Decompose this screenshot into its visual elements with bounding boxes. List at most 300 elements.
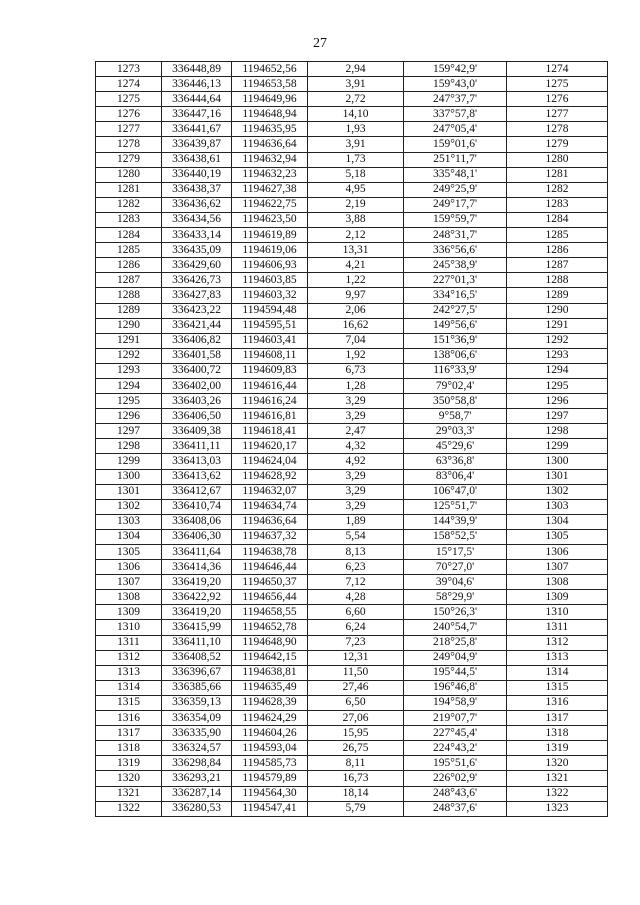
y-coordinate-cell: 1194595,51 [232, 318, 308, 333]
y-coordinate-cell: 1194628,92 [232, 469, 308, 484]
bearing-cell: 45°29,6' [404, 439, 507, 454]
table-row [96, 424, 608, 439]
next-point-cell: 1318 [507, 726, 608, 741]
next-point-cell: 1281 [507, 167, 608, 182]
table-row [96, 484, 608, 499]
y-coordinate-cell: 1194635,49 [232, 680, 308, 695]
table-row [96, 303, 608, 318]
distance-cell: 18,14 [308, 786, 404, 801]
x-coordinate-cell: 336402,00 [162, 378, 232, 393]
next-point-cell: 1288 [507, 273, 608, 288]
distance-cell: 1,22 [308, 273, 404, 288]
x-coordinate-cell: 336434,56 [162, 212, 232, 227]
bearing-cell: 219°07,7' [404, 711, 507, 726]
table-row [96, 137, 608, 152]
distance-cell: 2,06 [308, 303, 404, 318]
distance-cell: 4,32 [308, 439, 404, 454]
x-coordinate-cell: 336419,20 [162, 605, 232, 620]
bearing-cell: 336°56,6' [404, 243, 507, 258]
next-point-cell: 1292 [507, 333, 608, 348]
point-number-cell: 1289 [96, 303, 162, 318]
point-number-cell: 1275 [96, 92, 162, 107]
x-coordinate-cell: 336426,73 [162, 273, 232, 288]
point-number-cell: 1293 [96, 363, 162, 378]
x-coordinate-cell: 336436,62 [162, 197, 232, 212]
table-row [96, 228, 608, 243]
bearing-cell: 138°06,6' [404, 348, 507, 363]
y-coordinate-cell: 1194652,56 [232, 62, 308, 77]
table-row [96, 575, 608, 590]
distance-cell: 13,31 [308, 243, 404, 258]
y-coordinate-cell: 1194604,26 [232, 726, 308, 741]
distance-cell: 3,91 [308, 77, 404, 92]
table-row [96, 771, 608, 786]
x-coordinate-cell: 336446,13 [162, 77, 232, 92]
table-row [96, 439, 608, 454]
table-row [96, 394, 608, 409]
bearing-cell: 195°44,5' [404, 665, 507, 680]
x-coordinate-cell: 336293,21 [162, 771, 232, 786]
y-coordinate-cell: 1194585,73 [232, 756, 308, 771]
table-row [96, 726, 608, 741]
next-point-cell: 1314 [507, 665, 608, 680]
next-point-cell: 1278 [507, 122, 608, 137]
point-number-cell: 1316 [96, 711, 162, 726]
x-coordinate-cell: 336429,60 [162, 258, 232, 273]
next-point-cell: 1313 [507, 650, 608, 665]
point-number-cell: 1304 [96, 529, 162, 544]
table-row [96, 333, 608, 348]
bearing-cell: 248°43,6' [404, 786, 507, 801]
bearing-cell: 247°05,4' [404, 122, 507, 137]
x-coordinate-cell: 336411,64 [162, 545, 232, 560]
bearing-cell: 249°17,7' [404, 197, 507, 212]
distance-cell: 2,72 [308, 92, 404, 107]
bearing-cell: 337°57,8' [404, 107, 507, 122]
point-number-cell: 1290 [96, 318, 162, 333]
x-coordinate-cell: 336412,67 [162, 484, 232, 499]
bearing-cell: 159°01,6' [404, 137, 507, 152]
bearing-cell: 334°16,5' [404, 288, 507, 303]
x-coordinate-cell: 336427,83 [162, 288, 232, 303]
distance-cell: 3,29 [308, 394, 404, 409]
point-number-cell: 1300 [96, 469, 162, 484]
next-point-cell: 1282 [507, 182, 608, 197]
next-point-cell: 1276 [507, 92, 608, 107]
distance-cell: 8,11 [308, 756, 404, 771]
x-coordinate-cell: 336439,87 [162, 137, 232, 152]
bearing-cell: 151°36,9' [404, 333, 507, 348]
point-number-cell: 1280 [96, 167, 162, 182]
y-coordinate-cell: 1194624,04 [232, 454, 308, 469]
y-coordinate-cell: 1194656,44 [232, 590, 308, 605]
y-coordinate-cell: 1194564,30 [232, 786, 308, 801]
table-row [96, 288, 608, 303]
bearing-cell: 83°06,4' [404, 469, 507, 484]
x-coordinate-cell: 336447,16 [162, 107, 232, 122]
next-point-cell: 1315 [507, 680, 608, 695]
table-row [96, 182, 608, 197]
bearing-cell: 245°38,9' [404, 258, 507, 273]
y-coordinate-cell: 1194642,15 [232, 650, 308, 665]
next-point-cell: 1321 [507, 771, 608, 786]
y-coordinate-cell: 1194579,89 [232, 771, 308, 786]
y-coordinate-cell: 1194650,37 [232, 575, 308, 590]
table-row [96, 711, 608, 726]
point-number-cell: 1298 [96, 439, 162, 454]
x-coordinate-cell: 336396,67 [162, 665, 232, 680]
table-row [96, 454, 608, 469]
next-point-cell: 1307 [507, 560, 608, 575]
distance-cell: 6,23 [308, 560, 404, 575]
bearing-cell: 106°47,0' [404, 484, 507, 499]
y-coordinate-cell: 1194547,41 [232, 801, 308, 816]
bearing-cell: 248°31,7' [404, 228, 507, 243]
table-body [96, 62, 608, 817]
bearing-cell: 9°58,7' [404, 409, 507, 424]
x-coordinate-cell: 336433,14 [162, 228, 232, 243]
point-number-cell: 1278 [96, 137, 162, 152]
next-point-cell: 1296 [507, 394, 608, 409]
x-coordinate-cell: 336414,36 [162, 560, 232, 575]
table-row [96, 650, 608, 665]
point-number-cell: 1313 [96, 665, 162, 680]
bearing-cell: 249°04,9' [404, 650, 507, 665]
point-number-cell: 1318 [96, 741, 162, 756]
x-coordinate-cell: 336448,89 [162, 62, 232, 77]
y-coordinate-cell: 1194632,23 [232, 167, 308, 182]
point-number-cell: 1303 [96, 514, 162, 529]
distance-cell: 3,29 [308, 469, 404, 484]
distance-cell: 14,10 [308, 107, 404, 122]
bearing-cell: 158°52,5' [404, 529, 507, 544]
x-coordinate-cell: 336415,99 [162, 620, 232, 635]
bearing-cell: 58°29,9' [404, 590, 507, 605]
x-coordinate-cell: 336298,84 [162, 756, 232, 771]
next-point-cell: 1322 [507, 786, 608, 801]
x-coordinate-cell: 336406,50 [162, 409, 232, 424]
distance-cell: 16,73 [308, 771, 404, 786]
bearing-cell: 249°25,9' [404, 182, 507, 197]
table-row [96, 786, 608, 801]
next-point-cell: 1311 [507, 620, 608, 635]
distance-cell: 3,29 [308, 484, 404, 499]
x-coordinate-cell: 336441,67 [162, 122, 232, 137]
next-point-cell: 1303 [507, 499, 608, 514]
distance-cell: 6,50 [308, 695, 404, 710]
next-point-cell: 1298 [507, 424, 608, 439]
distance-cell: 27,46 [308, 680, 404, 695]
x-coordinate-cell: 336324,57 [162, 741, 232, 756]
next-point-cell: 1304 [507, 514, 608, 529]
bearing-cell: 159°43,0' [404, 77, 507, 92]
y-coordinate-cell: 1194627,38 [232, 182, 308, 197]
y-coordinate-cell: 1194618,41 [232, 424, 308, 439]
distance-cell: 5,18 [308, 167, 404, 182]
y-coordinate-cell: 1194606,93 [232, 258, 308, 273]
distance-cell: 11,50 [308, 665, 404, 680]
point-number-cell: 1308 [96, 590, 162, 605]
y-coordinate-cell: 1194619,06 [232, 243, 308, 258]
point-number-cell: 1274 [96, 77, 162, 92]
bearing-cell: 247°37,7' [404, 92, 507, 107]
table-row [96, 243, 608, 258]
distance-cell: 15,95 [308, 726, 404, 741]
y-coordinate-cell: 1194636,64 [232, 514, 308, 529]
next-point-cell: 1294 [507, 363, 608, 378]
distance-cell: 8,13 [308, 545, 404, 560]
distance-cell: 12,31 [308, 650, 404, 665]
bearing-cell: 350°58,8' [404, 394, 507, 409]
y-coordinate-cell: 1194648,90 [232, 635, 308, 650]
x-coordinate-cell: 336408,52 [162, 650, 232, 665]
x-coordinate-cell: 336280,53 [162, 801, 232, 816]
bearing-cell: 226°02,9' [404, 771, 507, 786]
next-point-cell: 1302 [507, 484, 608, 499]
y-coordinate-cell: 1194624,29 [232, 711, 308, 726]
x-coordinate-cell: 336422,92 [162, 590, 232, 605]
table-row [96, 620, 608, 635]
bearing-cell: 39°04,6' [404, 575, 507, 590]
point-number-cell: 1307 [96, 575, 162, 590]
next-point-cell: 1287 [507, 258, 608, 273]
bearing-cell: 29°03,3' [404, 424, 507, 439]
next-point-cell: 1323 [507, 801, 608, 816]
y-coordinate-cell: 1194608,11 [232, 348, 308, 363]
x-coordinate-cell: 336419,20 [162, 575, 232, 590]
next-point-cell: 1299 [507, 439, 608, 454]
next-point-cell: 1316 [507, 695, 608, 710]
x-coordinate-cell: 336413,62 [162, 469, 232, 484]
next-point-cell: 1320 [507, 756, 608, 771]
y-coordinate-cell: 1194616,81 [232, 409, 308, 424]
table-row [96, 167, 608, 182]
next-point-cell: 1319 [507, 741, 608, 756]
point-number-cell: 1297 [96, 424, 162, 439]
distance-cell: 1,93 [308, 122, 404, 137]
next-point-cell: 1293 [507, 348, 608, 363]
distance-cell: 26,75 [308, 741, 404, 756]
bearing-cell: 149°56,6' [404, 318, 507, 333]
distance-cell: 27,06 [308, 711, 404, 726]
point-number-cell: 1311 [96, 635, 162, 650]
bearing-cell: 242°27,5' [404, 303, 507, 318]
bearing-cell: 159°42,9' [404, 62, 507, 77]
point-number-cell: 1277 [96, 122, 162, 137]
table-row [96, 499, 608, 514]
x-coordinate-cell: 336413,03 [162, 454, 232, 469]
bearing-cell: 224°43,2' [404, 741, 507, 756]
next-point-cell: 1289 [507, 288, 608, 303]
table-row [96, 545, 608, 560]
point-number-cell: 1273 [96, 62, 162, 77]
x-coordinate-cell: 336406,30 [162, 529, 232, 544]
next-point-cell: 1275 [507, 77, 608, 92]
table-row [96, 635, 608, 650]
point-number-cell: 1296 [96, 409, 162, 424]
y-coordinate-cell: 1194628,39 [232, 695, 308, 710]
point-number-cell: 1294 [96, 378, 162, 393]
distance-cell: 4,92 [308, 454, 404, 469]
x-coordinate-cell: 336401,58 [162, 348, 232, 363]
point-number-cell: 1322 [96, 801, 162, 816]
y-coordinate-cell: 1194636,64 [232, 137, 308, 152]
x-coordinate-cell: 336400,72 [162, 363, 232, 378]
point-number-cell: 1281 [96, 182, 162, 197]
y-coordinate-cell: 1194603,32 [232, 288, 308, 303]
table-row [96, 695, 608, 710]
y-coordinate-cell: 1194619,89 [232, 228, 308, 243]
table-row [96, 152, 608, 167]
distance-cell: 9,97 [308, 288, 404, 303]
bearing-cell: 15°17,5' [404, 545, 507, 560]
point-number-cell: 1292 [96, 348, 162, 363]
table-row [96, 122, 608, 137]
point-number-cell: 1291 [96, 333, 162, 348]
next-point-cell: 1308 [507, 575, 608, 590]
x-coordinate-cell: 336444,64 [162, 92, 232, 107]
bearing-cell: 194°58,9' [404, 695, 507, 710]
y-coordinate-cell: 1194658,55 [232, 605, 308, 620]
next-point-cell: 1290 [507, 303, 608, 318]
bearing-cell: 125°51,7' [404, 499, 507, 514]
distance-cell: 6,24 [308, 620, 404, 635]
bearing-cell: 144°39,9' [404, 514, 507, 529]
bearing-cell: 79°02,4' [404, 378, 507, 393]
y-coordinate-cell: 1194653,58 [232, 77, 308, 92]
bearing-cell: 227°01,3' [404, 273, 507, 288]
table-row [96, 62, 608, 77]
next-point-cell: 1309 [507, 590, 608, 605]
y-coordinate-cell: 1194603,85 [232, 273, 308, 288]
x-coordinate-cell: 336408,06 [162, 514, 232, 529]
x-coordinate-cell: 336440,19 [162, 167, 232, 182]
next-point-cell: 1301 [507, 469, 608, 484]
bearing-cell: 248°37,6' [404, 801, 507, 816]
coordinates-table [95, 61, 608, 817]
x-coordinate-cell: 336354,09 [162, 711, 232, 726]
distance-cell: 2,47 [308, 424, 404, 439]
y-coordinate-cell: 1194623,50 [232, 212, 308, 227]
point-number-cell: 1284 [96, 228, 162, 243]
point-number-cell: 1310 [96, 620, 162, 635]
point-number-cell: 1279 [96, 152, 162, 167]
distance-cell: 16,62 [308, 318, 404, 333]
point-number-cell: 1295 [96, 394, 162, 409]
distance-cell: 1,89 [308, 514, 404, 529]
point-number-cell: 1286 [96, 258, 162, 273]
x-coordinate-cell: 336435,09 [162, 243, 232, 258]
point-number-cell: 1305 [96, 545, 162, 560]
next-point-cell: 1297 [507, 409, 608, 424]
bearing-cell: 227°45,4' [404, 726, 507, 741]
bearing-cell: 159°59,7' [404, 212, 507, 227]
point-number-cell: 1287 [96, 273, 162, 288]
bearing-cell: 218°25,8' [404, 635, 507, 650]
x-coordinate-cell: 336335,90 [162, 726, 232, 741]
next-point-cell: 1291 [507, 318, 608, 333]
x-coordinate-cell: 336409,38 [162, 424, 232, 439]
y-coordinate-cell: 1194622,75 [232, 197, 308, 212]
y-coordinate-cell: 1194594,48 [232, 303, 308, 318]
next-point-cell: 1295 [507, 378, 608, 393]
point-number-cell: 1283 [96, 212, 162, 227]
next-point-cell: 1279 [507, 137, 608, 152]
y-coordinate-cell: 1194648,94 [232, 107, 308, 122]
table-row [96, 92, 608, 107]
table-row [96, 529, 608, 544]
x-coordinate-cell: 336411,10 [162, 635, 232, 650]
next-point-cell: 1280 [507, 152, 608, 167]
bearing-cell: 335°48,1' [404, 167, 507, 182]
distance-cell: 3,29 [308, 409, 404, 424]
next-point-cell: 1300 [507, 454, 608, 469]
distance-cell: 2,12 [308, 228, 404, 243]
x-coordinate-cell: 336403,26 [162, 394, 232, 409]
y-coordinate-cell: 1194637,32 [232, 529, 308, 544]
point-number-cell: 1306 [96, 560, 162, 575]
x-coordinate-cell: 336438,37 [162, 182, 232, 197]
distance-cell: 3,91 [308, 137, 404, 152]
table-row [96, 363, 608, 378]
table-row [96, 197, 608, 212]
table-row [96, 348, 608, 363]
y-coordinate-cell: 1194616,44 [232, 378, 308, 393]
distance-cell: 4,28 [308, 590, 404, 605]
distance-cell: 2,94 [308, 62, 404, 77]
next-point-cell: 1310 [507, 605, 608, 620]
y-coordinate-cell: 1194632,94 [232, 152, 308, 167]
table-row [96, 409, 608, 424]
y-coordinate-cell: 1194635,95 [232, 122, 308, 137]
distance-cell: 5,54 [308, 529, 404, 544]
distance-cell: 4,95 [308, 182, 404, 197]
table-row [96, 560, 608, 575]
distance-cell: 1,92 [308, 348, 404, 363]
table-row [96, 801, 608, 816]
distance-cell: 3,29 [308, 499, 404, 514]
point-number-cell: 1321 [96, 786, 162, 801]
table-row [96, 469, 608, 484]
point-number-cell: 1301 [96, 484, 162, 499]
y-coordinate-cell: 1194609,83 [232, 363, 308, 378]
point-number-cell: 1315 [96, 695, 162, 710]
y-coordinate-cell: 1194632,07 [232, 484, 308, 499]
table-row [96, 741, 608, 756]
y-coordinate-cell: 1194616,24 [232, 394, 308, 409]
point-number-cell: 1276 [96, 107, 162, 122]
table-row [96, 605, 608, 620]
next-point-cell: 1284 [507, 212, 608, 227]
distance-cell: 7,12 [308, 575, 404, 590]
bearing-cell: 150°26,3' [404, 605, 507, 620]
distance-cell: 1,73 [308, 152, 404, 167]
point-number-cell: 1317 [96, 726, 162, 741]
next-point-cell: 1317 [507, 711, 608, 726]
table-row [96, 514, 608, 529]
x-coordinate-cell: 336385,66 [162, 680, 232, 695]
x-coordinate-cell: 336423,22 [162, 303, 232, 318]
distance-cell: 3,88 [308, 212, 404, 227]
x-coordinate-cell: 336411,11 [162, 439, 232, 454]
point-number-cell: 1312 [96, 650, 162, 665]
bearing-cell: 195°51,6' [404, 756, 507, 771]
table-row [96, 273, 608, 288]
table-row [96, 212, 608, 227]
table-row [96, 318, 608, 333]
distance-cell: 5,79 [308, 801, 404, 816]
point-number-cell: 1282 [96, 197, 162, 212]
